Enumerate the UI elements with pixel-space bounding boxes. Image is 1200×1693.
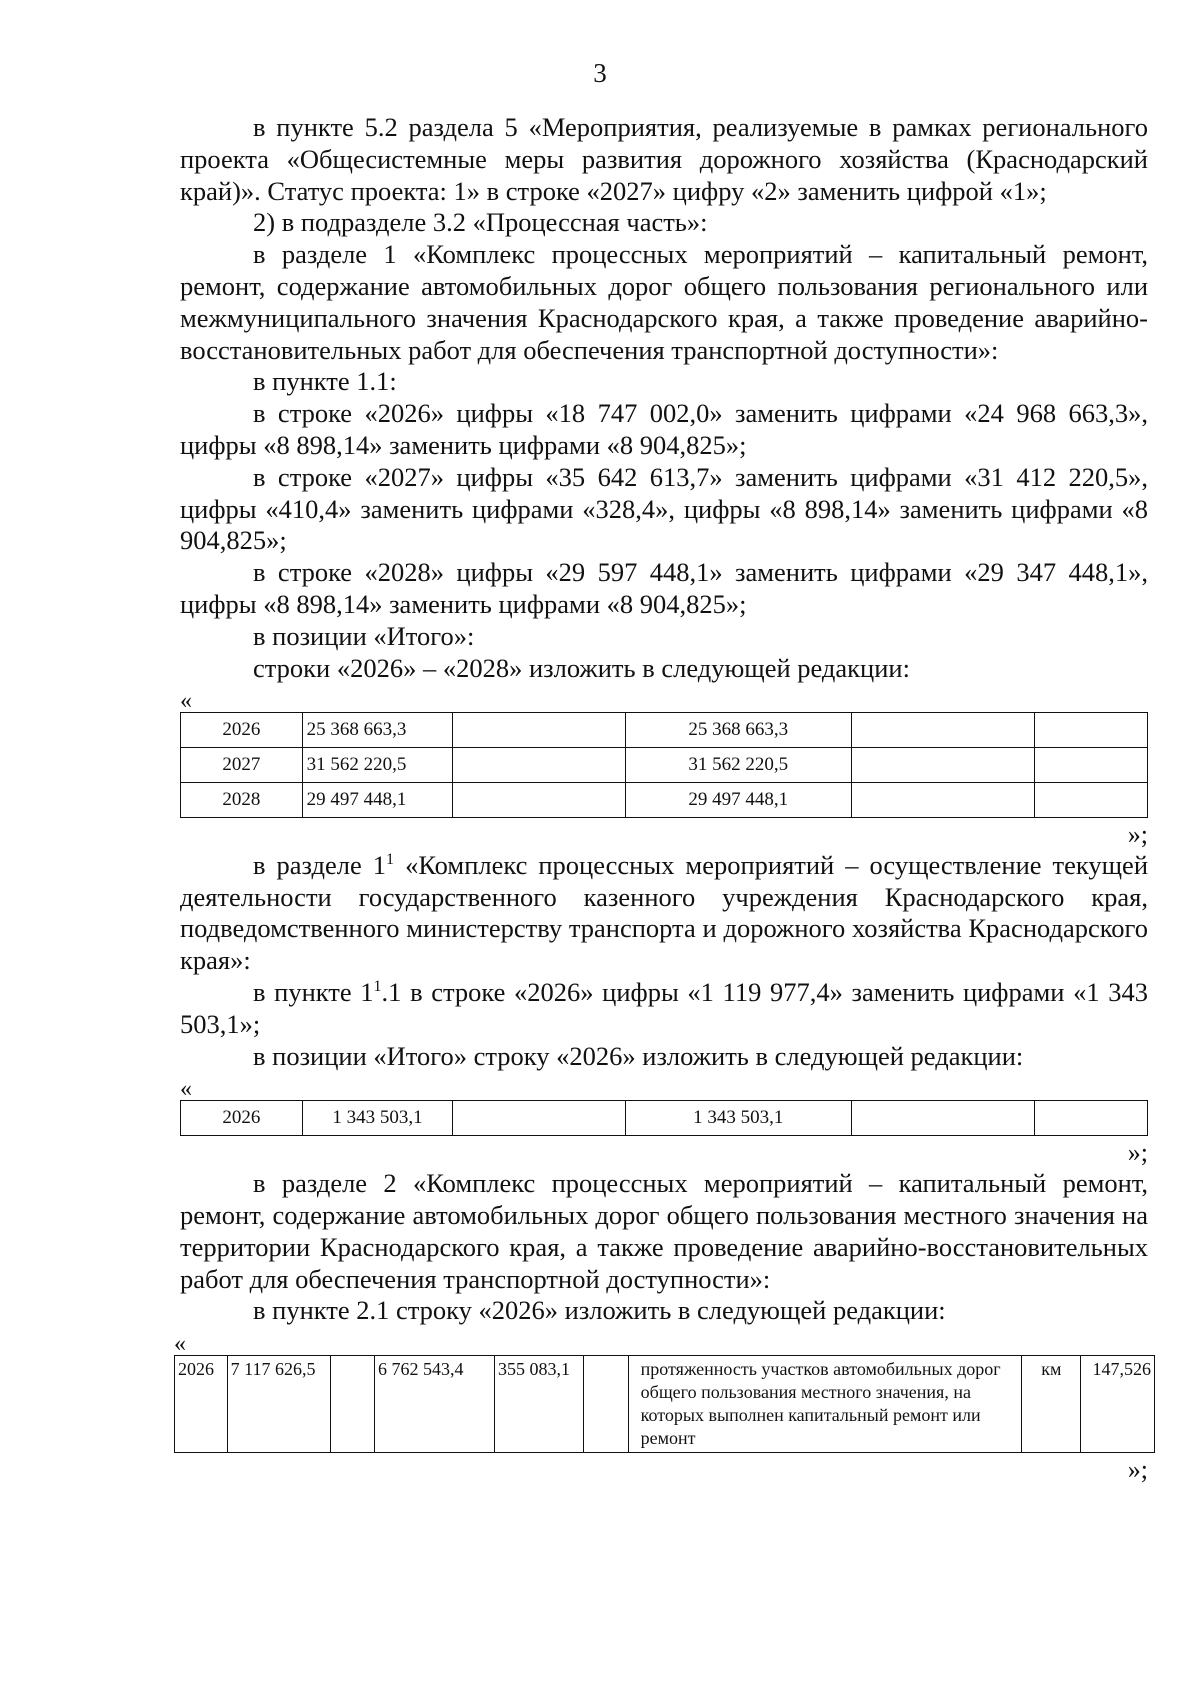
table-cell xyxy=(1034,713,1147,748)
table-cell xyxy=(851,1101,1034,1136)
close-quote-1: »; xyxy=(1127,819,1148,849)
open-quote-2: « xyxy=(180,1076,192,1103)
paragraph-p1: в пункте 5.2 раздела 5 «Мероприятия, реализуемые в рамках регионального проекта «Общесистемные меры развития дорожного хозяйства (Краснодарский край)». Статус проекта: 1» в строке «2027» цифру «2» заменить цифрой «1»; xyxy=(180,112,1148,206)
table-cell: протяженность участков автомобильных дорог общего пользования местного значения, на которых выполнен капитальный ремонт или ремонт xyxy=(628,1356,1022,1453)
table-cell: 29 497 448,1 xyxy=(625,782,851,817)
item-2-1-table xyxy=(174,1355,1155,1453)
table-cell: 2028 xyxy=(181,782,303,817)
paragraph-p8: в позиции «Итого»: xyxy=(253,620,475,651)
paragraph-p11-start: в пункте 1 xyxy=(253,976,374,1007)
table-cell: 147,526 xyxy=(1081,1356,1155,1453)
table-cell xyxy=(851,782,1034,817)
table-row xyxy=(181,1101,1148,1136)
paragraph-p9: строки «2026» – «2028» изложить в следующей редакции: xyxy=(253,652,910,683)
paragraph-p10 xyxy=(180,850,1148,977)
paragraph-p13: в разделе 2 «Комплекс процессных мероприятий – капитальный ремонт, ремонт, содержание автомобильных дорог общего пользования местного значения на территории Краснодарского края, а также проведение аварийно-восстановительных работ для обеспечения транспортной доступности»: xyxy=(180,1168,1148,1294)
table-row xyxy=(175,1356,1155,1453)
table-cell xyxy=(1034,748,1147,783)
open-quote-3: « xyxy=(174,1331,186,1358)
table-row xyxy=(181,782,1148,817)
itogo-table-2 xyxy=(180,1100,1148,1136)
page-number: 3 xyxy=(593,58,607,88)
paragraph-p6: в строке «2027» цифры «35 642 613,7» заменить цифрами «31 412 220,5», цифры «410,4» заменить цифрами «328,4», цифры «8 898,14» заменить цифрами «8 904,825»; xyxy=(180,461,1148,556)
table-row xyxy=(181,748,1148,783)
table-cell xyxy=(1034,1101,1147,1136)
table-cell: 1 343 503,1 xyxy=(302,1101,453,1136)
itogo-table-1 xyxy=(180,712,1148,817)
table-cell: 2026 xyxy=(181,713,303,748)
paragraph-p3: в разделе 1 «Комплекс процессных мероприятий – капитальный ремонт, ремонт, содержание автомобильных дорог общего пользования регионального или межмуниципального значения Краснодарского края, а также проведение аварийно-восстановительных работ для обеспечения транспортной доступности»: xyxy=(180,239,1148,365)
table-cell: км xyxy=(1022,1356,1081,1453)
superscript-1: 1 xyxy=(373,978,382,996)
close-quote-3: »; xyxy=(1127,1455,1148,1485)
table-cell: 31 562 220,5 xyxy=(302,748,453,783)
paragraph-p10-rest: «Комплекс процессных мероприятий – осуществление текущей деятельности государственного казенного учреждения Краснодарского края, подведомственного министерству транспорта и дорожного хозяйства Краснодарского края»: xyxy=(180,849,1148,976)
table-cell: 2026 xyxy=(175,1356,228,1453)
table-cell: 6 762 543,4 xyxy=(374,1356,494,1453)
open-quote-1: « xyxy=(180,688,192,715)
table-cell: 2027 xyxy=(181,748,303,783)
close-quote-2: »; xyxy=(1127,1138,1148,1168)
table-cell: 355 083,1 xyxy=(494,1356,583,1453)
table-row xyxy=(181,713,1148,748)
table-cell xyxy=(1034,782,1147,817)
table-cell: 25 368 663,3 xyxy=(625,713,851,748)
paragraph-p5: в строке «2026» цифры «18 747 002,0» заменить цифрами «24 968 663,3», цифры «8 898,14» заменить цифрами «8 904,825»; xyxy=(180,398,1148,460)
table-cell: 7 117 626,5 xyxy=(227,1356,330,1453)
table-cell: 25 368 663,3 xyxy=(302,713,453,748)
table-cell xyxy=(584,1356,628,1453)
document-body xyxy=(174,112,1151,1485)
paragraph-p4: в пункте 1.1: xyxy=(253,366,397,397)
table-cell xyxy=(453,748,625,783)
paragraph-p12: в позиции «Итого» строку «2026» изложить в следующей редакции: xyxy=(253,1040,1024,1071)
table-cell: 2026 xyxy=(181,1101,303,1136)
paragraph-p2: 2) в подразделе 3.2 «Процессная часть»: xyxy=(253,207,708,238)
table-cell xyxy=(453,782,625,817)
superscript-1: 1 xyxy=(386,850,395,868)
paragraph-p7: в строке «2028» цифры «29 597 448,1» заменить цифрами «29 347 448,1», цифры «8 898,14» заменить цифрами «8 904,825»; xyxy=(180,557,1148,619)
table-cell: 31 562 220,5 xyxy=(625,748,851,783)
table-cell xyxy=(330,1356,374,1453)
paragraph-p10-start: в разделе 1 xyxy=(253,849,387,880)
paragraph-p14: в пункте 2.1 строку «2026» изложить в следующей редакции: xyxy=(253,1295,946,1326)
table-cell xyxy=(851,713,1034,748)
table-cell xyxy=(851,748,1034,783)
paragraph-p11 xyxy=(180,977,1148,1041)
table-cell xyxy=(453,713,625,748)
table-cell: 1 343 503,1 xyxy=(625,1101,851,1136)
table-cell xyxy=(453,1101,625,1136)
table-cell: 29 497 448,1 xyxy=(302,782,453,817)
paragraph-p11-rest: .1 в строке «2026» цифры «1 119 977,4» заменить цифрами «1 343 503,1»; xyxy=(180,976,1148,1039)
